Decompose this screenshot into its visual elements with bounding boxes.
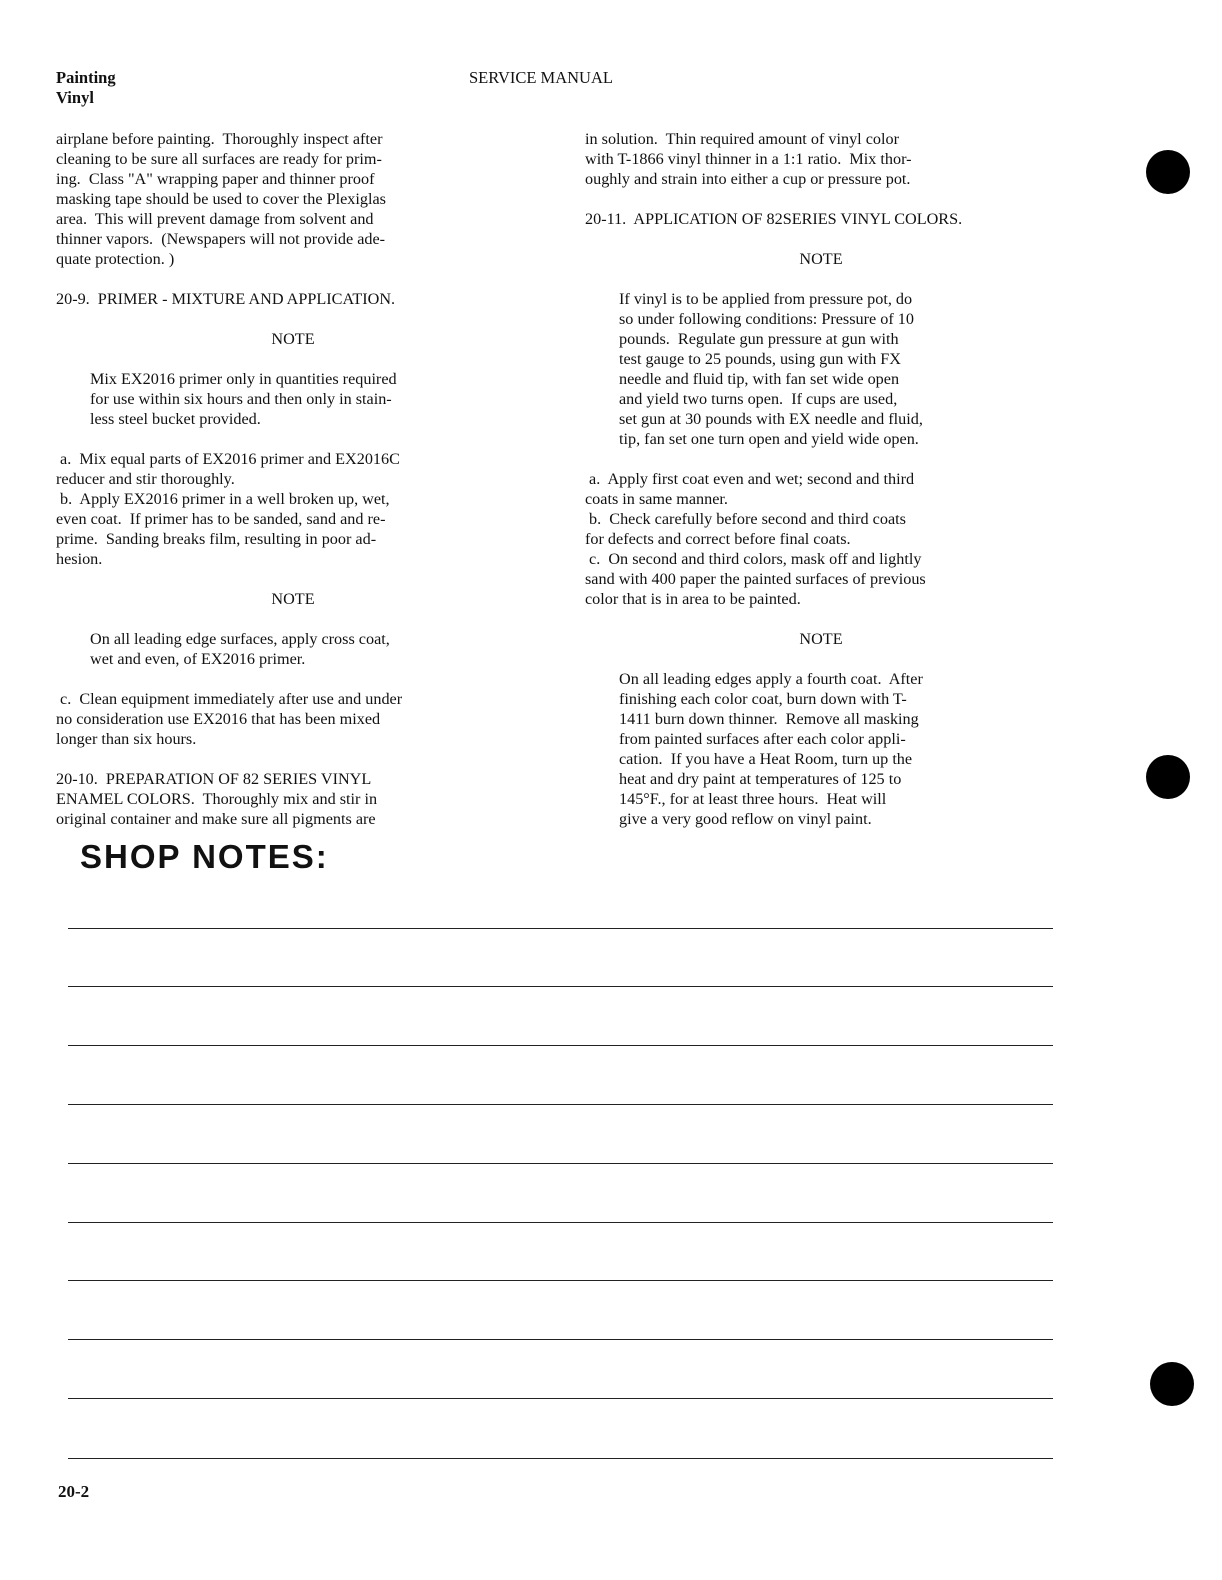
intro-paragraph [56,129,546,269]
shop-notes-title: SHOP NOTES: [80,838,329,875]
punch-hole [1146,755,1190,799]
text-line: with T-1866 vinyl thinner in a 1:1 ratio. Mix thor- [585,150,912,168]
note-heading: NOTE [799,630,843,648]
steps-a-b [56,449,546,569]
shop-notes-line [68,1458,1053,1459]
text-line: b. Check carefully before second and third coats [585,510,906,528]
page-number: 20-2 [58,1482,90,1501]
text-line: a. Mix equal parts of EX2016 primer and EX2016C [56,450,400,468]
page-title: SERVICE MANUAL [469,68,613,87]
text-line: cleaning to be sure all surfaces are ready for prim- [56,150,382,168]
text-line: thinner vapors. (Newspapers will not provide ade- [56,230,386,248]
text-line: original container and make sure all pigments are [56,810,376,828]
note-leading-edge-primer [56,629,546,669]
header-section-title: Painting [56,68,116,87]
shop-notes-line [68,986,1053,987]
text-line: wet and even, of EX2016 primer. [90,650,306,668]
continuation-paragraph [585,129,1085,189]
text-line: If vinyl is to be applied from pressure pot, do [619,290,913,308]
note-fourth-coat [585,669,1085,829]
text-line: 1411 burn down thinner. Remove all masking [619,710,919,728]
text-line: b. Apply EX2016 primer in a well broken up, wet, [56,490,390,508]
text-line: prime. Sanding breaks film, resulting in poor ad- [56,530,377,548]
section-heading-20-11: 20-11. APPLICATION OF 82SERIES VINYL COLORS. [585,210,963,228]
left-column [56,129,546,829]
shop-notes-line [68,1163,1053,1164]
text-line: so under following conditions: Pressure of 10 [619,310,914,328]
text-line: less steel bucket provided. [90,410,261,428]
text-line: from painted surfaces after each color appli- [619,730,906,748]
text-line: give a very good reflow on vinyl paint. [619,810,872,828]
shop-notes-line [68,1339,1053,1340]
text-line: On all leading edges apply a fourth coat. After [619,670,923,688]
text-line: coats in same manner. [585,490,728,508]
section-20-10 [56,769,546,829]
header-section [56,68,116,108]
text-line: pounds. Regulate gun pressure at gun with [619,330,899,348]
text-line: c. Clean equipment immediately after use and under [56,690,403,708]
text-line: longer than six hours. [56,730,197,748]
text-line: hesion. [56,550,103,568]
text-line: no consideration use EX2016 that has been mixed [56,710,381,728]
text-line: test gauge to 25 pounds, using gun with FX [619,350,901,368]
shop-notes-line [68,1398,1053,1399]
text-line: ing. Class "A" wrapping paper and thinner proof [56,170,375,188]
text-line: 20-10. PREPARATION OF 82 SERIES VINYL [56,770,372,788]
text-line: c. On second and third colors, mask off and lightly [585,550,922,568]
text-line: cation. If you have a Heat Room, turn up the [619,750,913,768]
text-line: for defects and correct before final coats. [585,530,851,548]
section-heading-20-9: 20-9. PRIMER - MIXTURE AND APPLICATION. [56,290,396,308]
text-line: finishing each color coat, burn down with T- [619,690,907,708]
text-line: a. Apply first coat even and wet; second and third [585,470,915,488]
application-steps [585,469,1085,609]
step-c [56,689,546,749]
shop-notes-line [68,1222,1053,1223]
text-line: needle and fluid tip, with fan set wide open [619,370,900,388]
text-line: quate protection. ) [56,250,175,268]
text-line: area. This will prevent damage from solvent and [56,210,374,228]
text-line: tip, fan set one turn open and yield wide open. [619,430,919,448]
note-heading: NOTE [271,330,315,348]
text-line: set gun at 30 pounds with EX needle and fluid, [619,410,923,428]
shop-notes-line [68,928,1053,929]
text-line: airplane before painting. Thoroughly inspect after [56,130,383,148]
text-line: ENAMEL COLORS. Thoroughly mix and stir in [56,790,378,808]
shop-notes-line [68,1104,1053,1105]
text-line: oughly and strain into either a cup or pressure pot. [585,170,911,188]
text-line: masking tape should be used to cover the Plexiglas [56,190,386,208]
note-heading: NOTE [271,590,315,608]
text-line: and yield two turns open. If cups are used, [619,390,898,408]
text-line: Mix EX2016 primer only in quantities required [90,370,397,388]
text-line: heat and dry paint at temperatures of 125 to [619,770,902,788]
punch-hole [1150,1362,1194,1406]
header-subsection-title: Vinyl [56,88,94,107]
right-column [585,129,1085,829]
text-line: even coat. If primer has to be sanded, sand and re- [56,510,386,528]
note-pressure-pot [585,289,1085,449]
text-line: On all leading edge surfaces, apply cross coat, [90,630,390,648]
text-line: for use within six hours and then only in stain- [90,390,392,408]
text-line: color that is in area to be painted. [585,590,801,608]
shop-notes-line [68,1045,1053,1046]
text-line: reducer and stir thoroughly. [56,470,235,488]
shop-notes-line [68,1280,1053,1281]
note-heading: NOTE [799,250,843,268]
text-line: sand with 400 paper the painted surfaces of previous [585,570,926,588]
text-line: in solution. Thin required amount of vinyl color [585,130,899,148]
note-primer-mix [56,369,546,429]
punch-hole [1146,150,1190,194]
text-line: 145°F., for at least three hours. Heat will [619,790,887,808]
